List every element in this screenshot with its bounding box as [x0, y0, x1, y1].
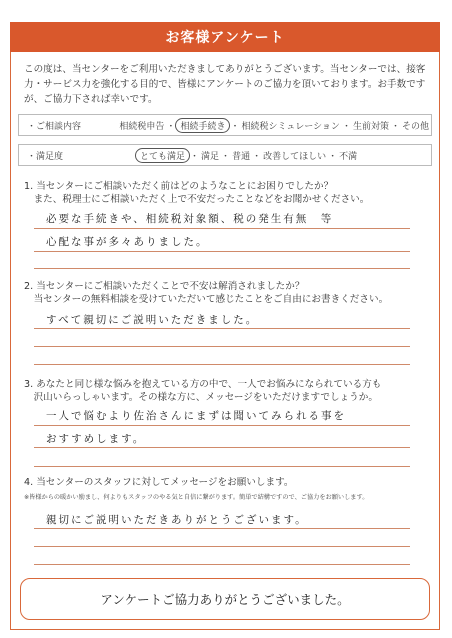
question-4 [24, 476, 428, 504]
answer-line [34, 268, 410, 269]
satisfaction-options [135, 148, 359, 163]
satisfaction-option[interactable]: 不満 [339, 151, 358, 162]
consultation-row [18, 114, 432, 136]
survey-title: お客様アンケート [10, 22, 440, 52]
satisfaction-label: ・満足度 [27, 151, 64, 162]
consultation-option[interactable]: 生前対策 [352, 121, 389, 132]
answer-1-line-2: 心配な事が多々ありました。 [46, 236, 209, 248]
consultation-option[interactable]: 相続税シミュレーション [241, 121, 340, 132]
answer-line [34, 528, 410, 529]
option-separator: ・ [221, 151, 231, 162]
answer-line [34, 251, 410, 252]
satisfaction-option[interactable]: 普通 [232, 151, 251, 162]
thanks-box [20, 578, 430, 620]
answer-4-line-1: 親切にご説明いただきありがとうございます。 [46, 514, 308, 526]
answer-line [34, 564, 410, 565]
question-3 [24, 378, 428, 404]
intro-text: この度は、当センターをご利用いただきましてありがとうございます。当センターでは、接客力・サービス力を強化する目的で、皆様にアンケートのご協力を頂いております。お手数ですが、ご協力下されば幸いです。 [24, 64, 426, 105]
answer-3-line-2: おすすめします。 [46, 433, 146, 445]
answer-line [34, 466, 410, 467]
answer-line [34, 425, 410, 426]
satisfaction-option[interactable]: 改善してほしい [263, 151, 327, 162]
answer-line [34, 346, 410, 347]
consultation-option[interactable]: 相続税申告 [119, 121, 165, 132]
answer-line [34, 328, 410, 329]
question-4-note: ※皆様からの暖かい励まし、何よりもスタッフのやる気と自信に繋がります。簡単で結構ですので、ご協力をお願いします。 [24, 494, 369, 501]
answer-line [34, 228, 410, 229]
option-separator: ・ [166, 121, 176, 132]
option-separator: ・ [390, 121, 400, 132]
question-1 [24, 180, 428, 206]
satisfaction-row [18, 144, 432, 166]
option-separator: ・ [328, 151, 338, 162]
answer-2-line-1: すべて親切にご説明いただきました。 [46, 314, 259, 326]
thanks-message: アンケートご協力ありがとうございました。 [100, 592, 350, 607]
consultation-label: ・ご相談内容 [27, 121, 82, 132]
consultation-options [117, 118, 431, 133]
option-separator: ・ [252, 151, 262, 162]
answer-line [34, 546, 410, 547]
question-2-text: 2. 当センターにご相談いただくことで不安は解消されましたか？ 当センターの無料相談を受けていただいて感じたことをご自由にお書きください。 [24, 281, 389, 305]
answer-1-line-1: 必要な手続きや、相続税対象額、税の発生有無 等 [46, 213, 334, 225]
satisfaction-option[interactable]: とても満足 [135, 148, 190, 163]
answer-3-line-1: 一人で悩むより佐治さんにまずは聞いてみられる事を [46, 410, 346, 422]
question-4-text: 4. 当センターのスタッフに対してメッセージをお願いします。 [24, 477, 294, 488]
consultation-option[interactable]: 相続手続き [175, 118, 230, 133]
consultation-option[interactable]: その他 [401, 121, 429, 132]
question-2 [24, 280, 428, 306]
satisfaction-option[interactable]: 満足 [201, 151, 220, 162]
answer-line [34, 364, 410, 365]
option-separator: ・ [190, 151, 200, 162]
option-separator: ・ [230, 121, 240, 132]
answer-line [34, 447, 410, 448]
question-1-text: 1. 当センターにご相談いただく前はどのようなことにお困りでしたか？ また、税理士にご相談いただく上で不安だったことなどをお聞かせください。 [24, 181, 370, 205]
option-separator: ・ [341, 121, 351, 132]
question-3-text: 3. あなたと同じ様な悩みを抱えている方の中で、一人でお悩みになられている方も 沢山いらっしゃいます。その様な方に、メッセージをいただけますでしょうか。 [24, 379, 382, 403]
